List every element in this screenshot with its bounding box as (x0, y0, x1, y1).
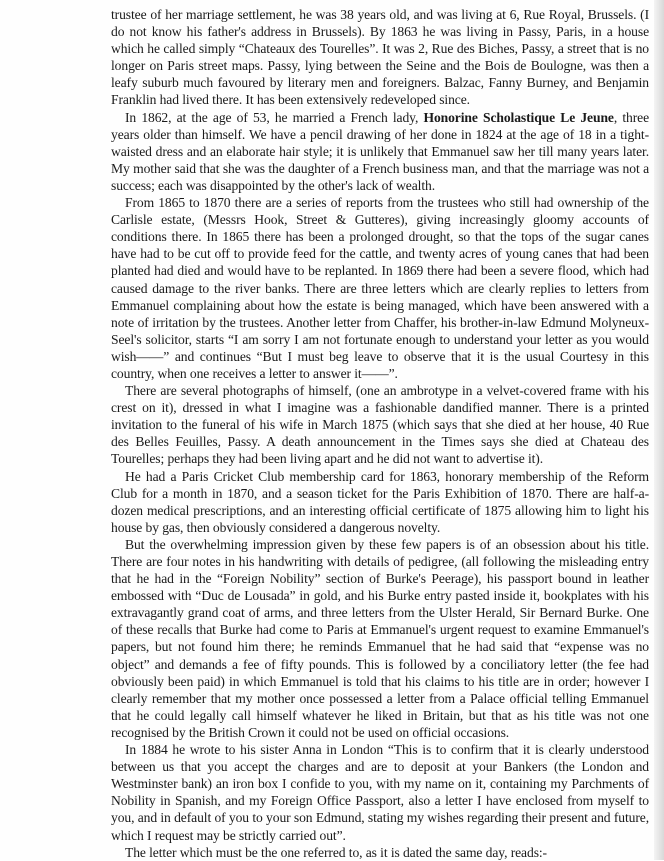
paragraph-text: , three years older than himself. We have a pencil drawing of her done in 1824 at the age of 18 in a tight-waisted dress and an elaborate hair style; it is unlikely that Emmanuel saw her till many years later. My mother said that she was the daughter of a French business man, and that the marriage was not a success; each was disappointed by the other's lack of wealth. (111, 109, 649, 193)
scan-edge-shadow (654, 0, 664, 860)
paragraph (111, 6, 649, 109)
paragraph (111, 382, 649, 467)
paragraph-text: But the overwhelming impression given by these few papers is of an obsession about his title. There are four notes in his handwriting with details of pedigree, (all following the misleading entry that he had in the “Foreign Nobility” section of Burke's Peerage), his passport bound in leather embossed with “Duc de Lousada” in gold, and his Burke entry pasted inside it, bookplates with his extravagantly grand coat of arms, and three letters from the Ulster Herald, Sir Bernard Burke. One of these recalls that Burke had come to Paris at Emmanuel's urgent request to examine Emmanuel's papers, but not found him there; he reminds Emmanuel that he had said that “expense was no object” and demands a fee of fifty pounds. This is followed by a conciliatory letter (the fee had obviously been paid) in which Emmanuel is told that his claims to his title are in order; however I clearly remember that my mother once possessed a letter from a Palace official telling Emmanuel that he could legally call himself whatever he liked in Britain, but that as his title was not one recognised by the British Crown it could not be used on official occasions. (111, 536, 649, 740)
paragraph (111, 536, 649, 741)
paragraph-text: There are several photographs of himself, (one an ambrotype in a velvet-covered frame with his crest on it), dressed in what I imagine was a fashionable dandified manner. There is a printed invitation to the funeral of his wife in March 1875 (which says that she died at her house, 40 Rue des Belles Feuilles, Passy. A death announcement in the Times says she died at Chateau des Tourelles; perhaps they had been living apart and he did not want to advertise it). (111, 383, 649, 467)
paragraph-text: The letter which must be the one referred to, as it is dated the same day, reads:- (125, 844, 547, 860)
paragraph (111, 194, 649, 382)
paragraph-text: He had a Paris Cricket Club membership card for 1863, honorary membership of the Reform Club for a month in 1870, and a season ticket for the Paris Exhibition of 1870. There are half-a-dozen medical prescriptions, and an interesting official certificate of 1875 allowing him to light his house by gas, then obviously considered a dangerous novelty. (111, 468, 649, 535)
paragraph (111, 109, 649, 194)
paragraph (111, 741, 649, 844)
bold-name-text: Honorine Scholastique Le Jeune (423, 109, 614, 125)
paragraph-text: From 1865 to 1870 there are a series of reports from the trustees who still had ownership of the Carlisle estate, (Messrs Hook, Street & Gutteres), giving increasingly gloomy accounts of conditions there. In 1865 there has been a prolonged drought, so that the tops of the sugar canes have had to be cut off to provide feed for the cattle, and twenty acres of young canes that had been planted had died and would have to be replanted. In 1869 there had been a severe flood, which had caused damage to the river banks. There are three letters which are clearly replies to letters from Emmanuel complaining about how the estate is being managed, which have been answered with a note of irritation by the trustees. Another letter from Chaffer, his brother-in-law Edmund Molyneux-Seel's solicitor, starts “I am sorry I am not fortunate enough to understand your letter as you would wish——” and continues “But I must beg leave to observe that it is the usual Courtesy in this country, when one receives a letter to answer it——”. (111, 195, 649, 381)
paragraph-text: trustee of her marriage settlement, he was 38 years old, and was living at 6, Rue Royal, Brussels. (I do not know his father's address in Brussels). By 1863 he was living in Passy, Paris, in a house which he called simply “Chateaux des Tourelles”. It was 2, Rue des Biches, Passy, a street that is no longer on Paris street maps. Passy, lying between the Seine and the Bois de Boulogne, was then a leafy suburb much favoured by literary men and foreigners. Balzac, Fanny Burney, and Benjamin Franklin had lived there. It has been extensively redeveloped since. (111, 7, 649, 108)
paragraph (111, 844, 649, 861)
paragraph-text: In 1862, at the age of 53, he married a French lady, (125, 109, 424, 125)
body-text (111, 6, 649, 861)
paragraph (111, 468, 649, 536)
paragraph-text: In 1884 he wrote to his sister Anna in London “This is to confirm that it is clearly understood between us that you accept the charges and are to deposit at your Bankers (the London and Westminster bank) an iron box I confide to you, with my name on it, containing my Parchments of Nobility in Spanish, and my Foreign Office Passport, also a letter I have enclosed from myself to you, and in default of you to your son Edmund, stating my wishes regarding their present and future, which I request may be strictly carried out”. (111, 742, 649, 843)
